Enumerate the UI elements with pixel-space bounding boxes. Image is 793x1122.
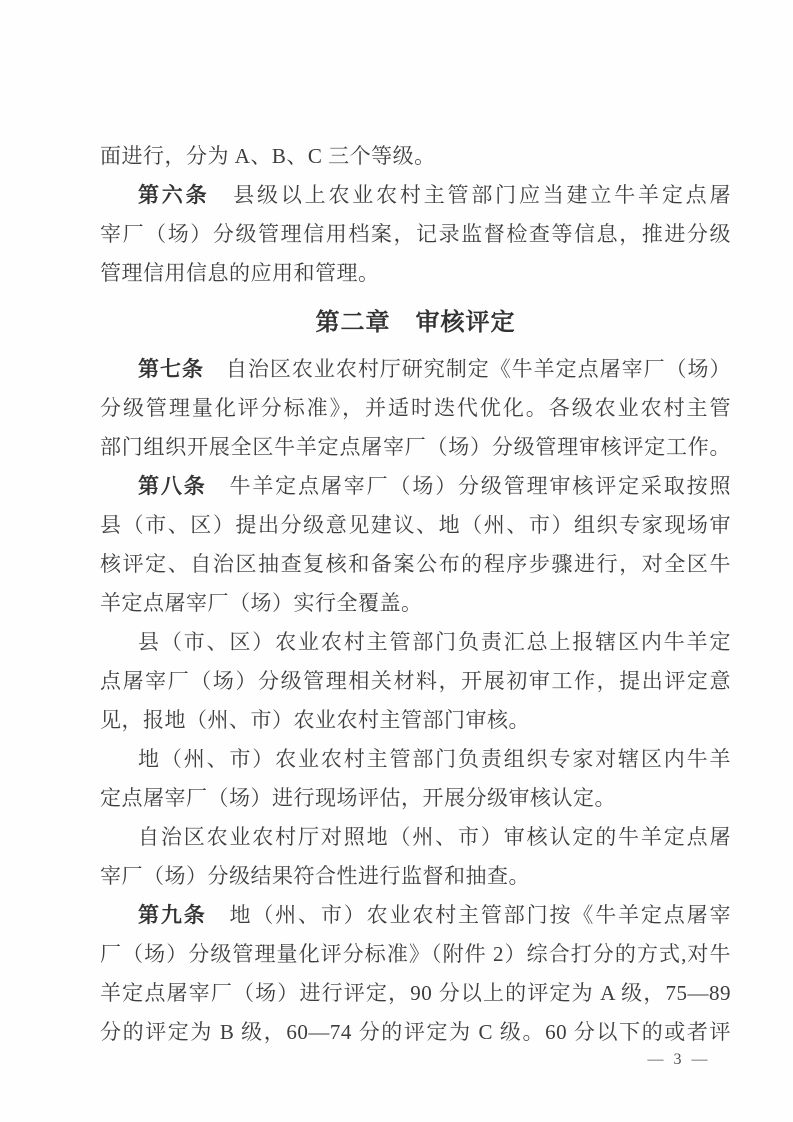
text-line-paragraph-county: 县（市、区）农业农村主管部门负责汇总上报辖区内牛羊定 [138, 630, 731, 654]
text-line: 定点屠宰厂（场）进行现场评估，开展分级审核认定。 [100, 786, 616, 810]
text-line: 宰厂（场）分级管理信用档案，记录监督检查等信息，推进分级 [100, 222, 731, 246]
article8-text: 牛羊定点屠宰厂（场）分级管理审核评定采取按照 [206, 474, 732, 498]
text-line: 见，报地（州、市）农业农村主管部门审核。 [100, 708, 530, 732]
chapter-heading: 第二章 审核评定 [315, 309, 516, 336]
article6-number: 第六条 [138, 183, 210, 207]
text-line-paragraph-prefecture: 地（州、市）农业农村主管部门负责组织专家对辖区内牛羊 [138, 747, 731, 771]
text-line: 羊定点屠宰厂（场）进行评定，90 分以上的评定为 A 级，75—89 [100, 981, 731, 1005]
article7-number: 第七条 [138, 357, 204, 381]
text-line-paragraph-region: 自治区农业农村厅对照地（州、市）审核认定的牛羊定点屠 [138, 825, 731, 849]
text-line-article7-start [100, 350, 731, 389]
text-line: 县（市、区）提出分级意见建议、地（州、市）组织专家现场审 [100, 513, 731, 537]
text-line: 分级管理量化评分标准》，并适时迭代优化。各级农业农村主管 [100, 396, 731, 420]
text-line: 羊定点屠宰厂（场）实行全覆盖。 [100, 591, 423, 615]
document-body [100, 137, 731, 1052]
text-line-article8-start [100, 467, 731, 506]
text-line-article9-start [100, 896, 731, 935]
page-number: — 3 — [647, 1051, 711, 1068]
article7-text: 自治区农业农村厅研究制定《牛羊定点屠宰厂（场） [203, 357, 732, 381]
text-line: 面进行，分为 A、B、C 三个等级。 [100, 144, 436, 168]
article9-text: 地（州、市）农业农村主管部门按《牛羊定点屠宰 [206, 903, 732, 927]
article8-number: 第八条 [138, 474, 207, 498]
text-line: 管理信用信息的应用和管理。 [100, 261, 380, 285]
text-line: 分的评定为 B 级，60—74 分的评定为 C 级。60 分以下的或者评 [100, 1020, 731, 1044]
text-line: 核评定、自治区抽查复核和备案公布的程序步骤进行，对全区牛 [100, 552, 731, 576]
text-line: 厂（场）分级管理量化评分标准》（附件 2）综合打分的方式,对牛 [100, 942, 731, 966]
article9-number: 第九条 [138, 903, 207, 927]
article6-text: 县级以上农业农村主管部门应当建立牛羊定点屠 [209, 183, 731, 207]
text-line: 宰厂（场）分级结果符合性进行监督和抽查。 [100, 864, 530, 888]
text-line: 部门组织开展全区牛羊定点屠宰厂（场）分级管理审核评定工作。 [100, 435, 731, 459]
text-line-article6-start [100, 176, 731, 215]
text-line: 点屠宰厂（场）分级管理相关材料，开展初审工作，提出评定意 [100, 669, 731, 693]
